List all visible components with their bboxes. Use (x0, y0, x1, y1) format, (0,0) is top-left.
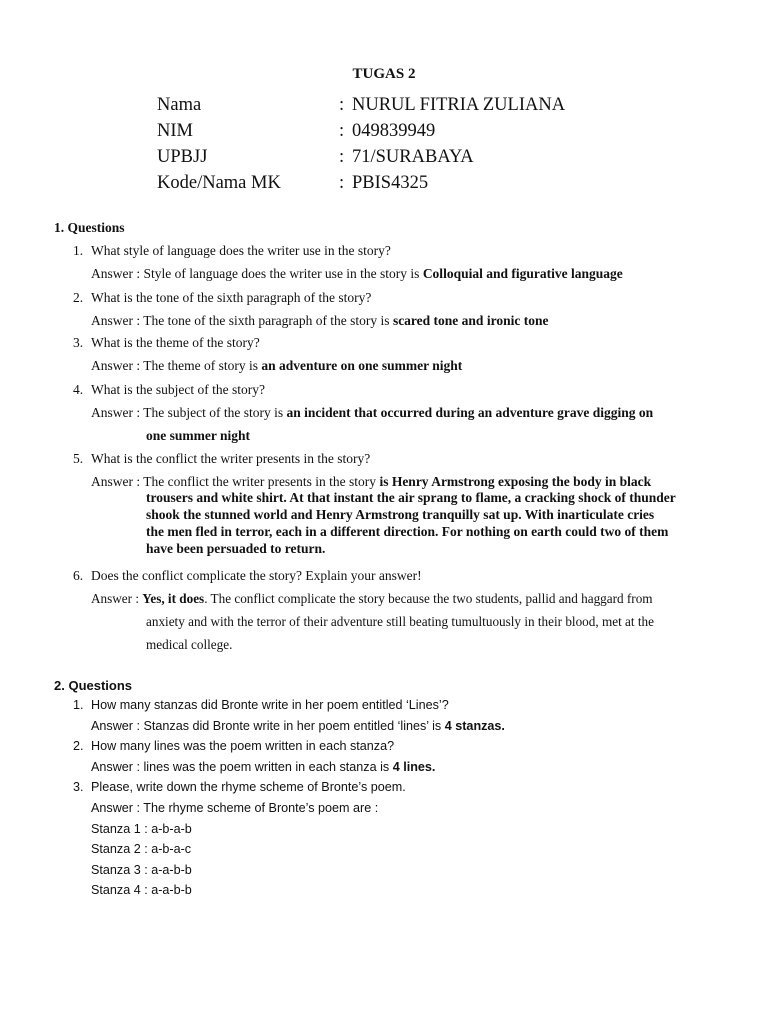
answer-5-line (146, 507, 654, 523)
question-text: How many stanzas did Bronte write in her poem entitled ‘Lines’? (91, 698, 449, 712)
answer-bold: one summer night (146, 428, 251, 443)
answer-6 (91, 591, 653, 607)
stanza-line: Stanza 3 : a-a-b-b (91, 863, 192, 877)
answer-text: Answer : lines was the poem written in each stanza is (91, 760, 393, 774)
answer-2 (91, 760, 435, 774)
question-number: 4. (73, 382, 84, 397)
question-text: How many lines was the poem written in each stanza? (91, 739, 395, 753)
answer-text: Answer : The theme of story is (91, 358, 262, 373)
question-2 (73, 290, 371, 306)
answer-3 (91, 358, 462, 374)
answer-text: Answer : The tone of the sixth paragraph of the story is (91, 313, 393, 328)
stanza-line: Stanza 1 : a-b-a-b (91, 822, 192, 836)
question-6 (73, 568, 422, 584)
identity-label: Kode/Nama MK (157, 173, 281, 193)
question-text: What is the tone of the sixth paragraph of the story? (91, 290, 372, 305)
question-text: Does the conflict complicate the story? Explain your answer! (91, 568, 422, 583)
identity-label: Nama (157, 95, 202, 115)
question-number: 5. (73, 451, 84, 466)
stanza-line: Stanza 2 : a-b-a-c (91, 842, 192, 856)
answer-1 (91, 719, 505, 733)
answer-text: Answer : (91, 591, 143, 606)
answer-bold: 4 lines. (392, 760, 436, 774)
answer-text: Answer : Stanzas did Bronte write in her poem entitled ‘lines’ is (91, 719, 445, 733)
question-1 (73, 243, 391, 259)
answer-5-line (146, 524, 668, 540)
answer-5-line (146, 490, 676, 506)
answer-text: Answer : Style of language does the writer use in the story is (91, 266, 423, 281)
answer-4-continuation (146, 428, 250, 444)
answer-6-line: anxiety and with the terror of their adventure still beating tumultuously in their blood, met at the (146, 614, 654, 629)
answer-bold: an incident that occurred during an adventure grave digging on (286, 405, 654, 420)
answer-bold: have been persuaded to return. (146, 541, 326, 556)
answer-6-line: medical college. (146, 637, 233, 652)
answer-bold: 4 stanzas. (444, 719, 505, 733)
assignment-title: TUGAS 2 (352, 66, 416, 82)
identity-colon: : (339, 121, 345, 141)
identity-value: 71/SURABAYA (352, 147, 474, 167)
identity-value: 049839949 (352, 121, 436, 141)
question-4 (73, 382, 265, 398)
answer-bold: shook the stunned world and Henry Armstrong tranquilly sat up. With inarticulate cries (146, 507, 655, 522)
question-text: What style of language does the writer use in the story? (91, 243, 391, 258)
identity-label: UPBJJ (157, 147, 208, 167)
answer-text: Answer : The rhyme scheme of Bronte’s poem are : (91, 801, 379, 815)
question-number: 6. (73, 568, 84, 583)
question-3 (73, 780, 406, 794)
answer-bold: an adventure on one summer night (261, 358, 463, 373)
identity-value: PBIS4325 (352, 173, 429, 193)
answer-3 (91, 801, 378, 815)
identity-colon: : (339, 147, 345, 167)
question-number: 2. (73, 739, 84, 753)
stanza-line: Stanza 4 : a-a-b-b (91, 883, 192, 897)
question-number: 3. (73, 780, 84, 794)
answer-bold: is Henry Armstrong exposing the body in black (379, 474, 652, 489)
question-5 (73, 451, 370, 467)
answer-4 (91, 405, 653, 421)
answer-bold: Colloquial and figurative language (422, 266, 623, 281)
question-number: 1. (73, 698, 84, 712)
identity-colon: : (339, 173, 345, 193)
answer-bold: trousers and white shirt. At that instant the air sprang to flame, a cracking shock of thunder (146, 490, 676, 505)
question-3 (73, 335, 260, 351)
answer-bold: the men fled in terror, each in a different direction. For nothing on earth could two of them (146, 524, 669, 539)
answer-5-line (146, 541, 325, 557)
question-2 (73, 739, 394, 753)
answer-text: Answer : The subject of the story is (91, 405, 287, 420)
question-text: What is the subject of the story? (91, 382, 265, 397)
identity-label: NIM (157, 121, 193, 141)
question-text: Please, write down the rhyme scheme of Bronte’s poem. (91, 780, 406, 794)
question-number: 2. (73, 290, 84, 305)
answer-text: Answer : The conflict the writer presents in the story (91, 474, 380, 489)
question-text: What is the theme of the story? (91, 335, 260, 350)
identity-value: NURUL FITRIA ZULIANA (352, 95, 566, 115)
identity-colon: : (339, 95, 345, 115)
part1-heading: 1. Questions (54, 220, 125, 235)
answer-2 (91, 313, 548, 329)
question-number: 3. (73, 335, 84, 350)
part2-heading: 2. Questions (54, 678, 133, 693)
question-number: 1. (73, 243, 84, 258)
answer-text: . The conflict complicate the story because the two students, pallid and haggard from (204, 591, 653, 606)
answer-1 (91, 266, 623, 282)
answer-bold: Yes, it does (142, 591, 205, 606)
question-1 (73, 698, 449, 712)
answer-5 (91, 474, 651, 490)
question-text: What is the conflict the writer presents in the story? (91, 451, 371, 466)
answer-bold: scared tone and ironic tone (392, 313, 549, 328)
